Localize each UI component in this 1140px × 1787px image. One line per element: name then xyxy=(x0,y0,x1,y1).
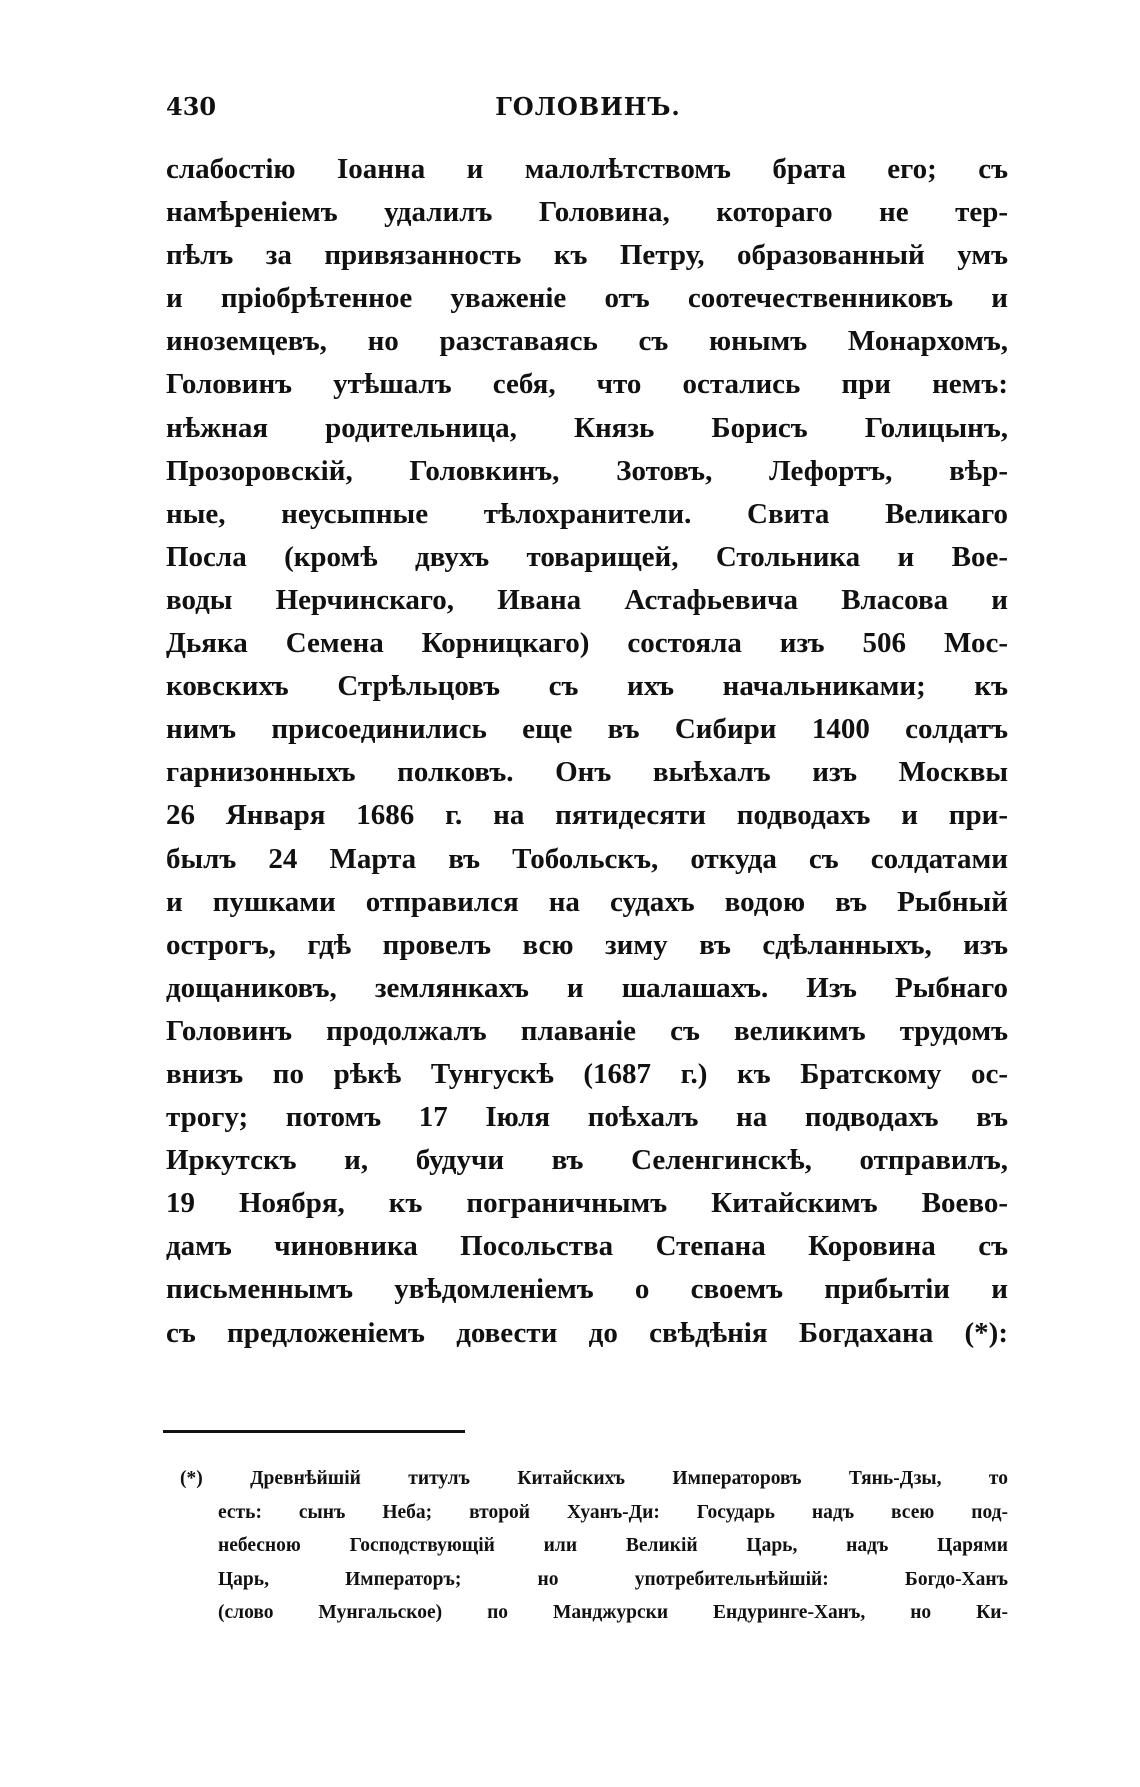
text-line: письменнымъ увѣдомленіемъ о своемъ прибытіи и xyxy=(166,1273,1008,1306)
text-line: нѣжная родительница, Князь Борисъ Голицынъ, xyxy=(166,411,1008,444)
footnote-line: Царь, Императоръ; но употребительнѣйшій: Богдо-Ханъ xyxy=(218,1568,1008,1590)
text-line: намѣреніемъ удалилъ Головина, котораго не тер- xyxy=(166,196,1008,229)
text-line: Дьяка Семена Корницкаго) состояла изъ 506 Мос- xyxy=(166,627,1008,660)
text-line: и пріобрѣтенное уваженіе отъ соотечественниковъ и xyxy=(166,282,1008,315)
text-line: Прозоровскій, Головкинъ, Зотовъ, Лефортъ, вѣр- xyxy=(166,454,1008,487)
text-line: Посла (кромѣ двухъ товарищей, Стольника и Вое- xyxy=(166,540,1008,573)
text-line: Головинъ утѣшалъ себя, что остались при немъ: xyxy=(166,368,1008,401)
text-line: ковскихъ Стрѣльцовъ съ ихъ начальниками; къ xyxy=(166,670,1008,703)
footnote-line: небесною Господствующій или Великій Царь, надъ Царями xyxy=(218,1535,1008,1557)
text-line: ные, неусыпные тѣлохранители. Свита Великаго xyxy=(166,497,1008,530)
text-line: Головинъ продолжалъ плаваніе съ великимъ трудомъ xyxy=(166,1014,1008,1047)
text-line: 26 Января 1686 г. на пятидесяти подводахъ и при- xyxy=(166,799,1008,832)
text-line: трогу; потомъ 17 Іюля поѣхалъ на подводахъ въ xyxy=(166,1101,1008,1134)
text-line: и пушками отправился на судахъ водою въ Рыбный xyxy=(166,885,1008,918)
footnote xyxy=(180,1462,1008,1630)
text-line: дамъ чиновника Посольства Степана Коровина съ xyxy=(166,1230,1008,1263)
text-line: пѣлъ за привязанность къ Петру, образованный умъ xyxy=(166,239,1008,272)
body-text xyxy=(166,148,1008,1355)
text-line: дощаниковъ, землянкахъ и шалашахъ. Изъ Рыбнаго xyxy=(166,971,1008,1004)
text-line: былъ 24 Марта въ Тобольскъ, откуда съ солдатами xyxy=(166,842,1008,875)
text-line: слабостію Іоанна и малолѣтствомъ брата его; съ xyxy=(166,153,1008,185)
page-title: ГОЛОВИНЪ. xyxy=(495,92,681,121)
text-line: иноземцевъ, но разставаясь съ юнымъ Монархомъ, xyxy=(166,325,1008,358)
text-line: Иркутскъ и, будучи въ Селенгинскѣ, отправилъ, xyxy=(166,1144,1008,1177)
footnote-line: есть: сынъ Неба; второй Хуанъ-Ди: Государь надъ всею под- xyxy=(218,1501,1008,1523)
text-line: нимъ присоединились еще въ Сибири 1400 солдатъ xyxy=(166,713,1008,746)
running-head xyxy=(166,92,1010,132)
footnote-divider xyxy=(163,1430,465,1433)
footnote-line: (*) Древнѣйшій титулъ Китайскихъ Императоровъ Тянь-Дзы, то xyxy=(180,1468,1008,1489)
text-line: гарнизонныхъ полковъ. Онъ выѣхалъ изъ Москвы xyxy=(166,756,1008,789)
footnote-line: (слово Мунгальское) по Манджурски Ендуринге-Ханъ, но Ки- xyxy=(218,1602,1008,1624)
text-line: воды Нерчинскаго, Ивана Астафьевича Власова и xyxy=(166,583,1008,616)
text-line: 19 Ноября, къ пограничнымъ Китайскимъ Воево- xyxy=(166,1187,1008,1220)
page-number: 430 xyxy=(166,92,217,121)
text-line: внизъ по рѣкѣ Тунгускѣ (1687 г.) къ Братскому ос- xyxy=(166,1057,1008,1090)
text-line: съ предложеніемъ довести до свѣдѣнія Богдахана (*): xyxy=(166,1316,1008,1349)
text-line: острогъ, гдѣ провелъ всю зиму въ сдѣланныхъ, изъ xyxy=(166,928,1008,961)
